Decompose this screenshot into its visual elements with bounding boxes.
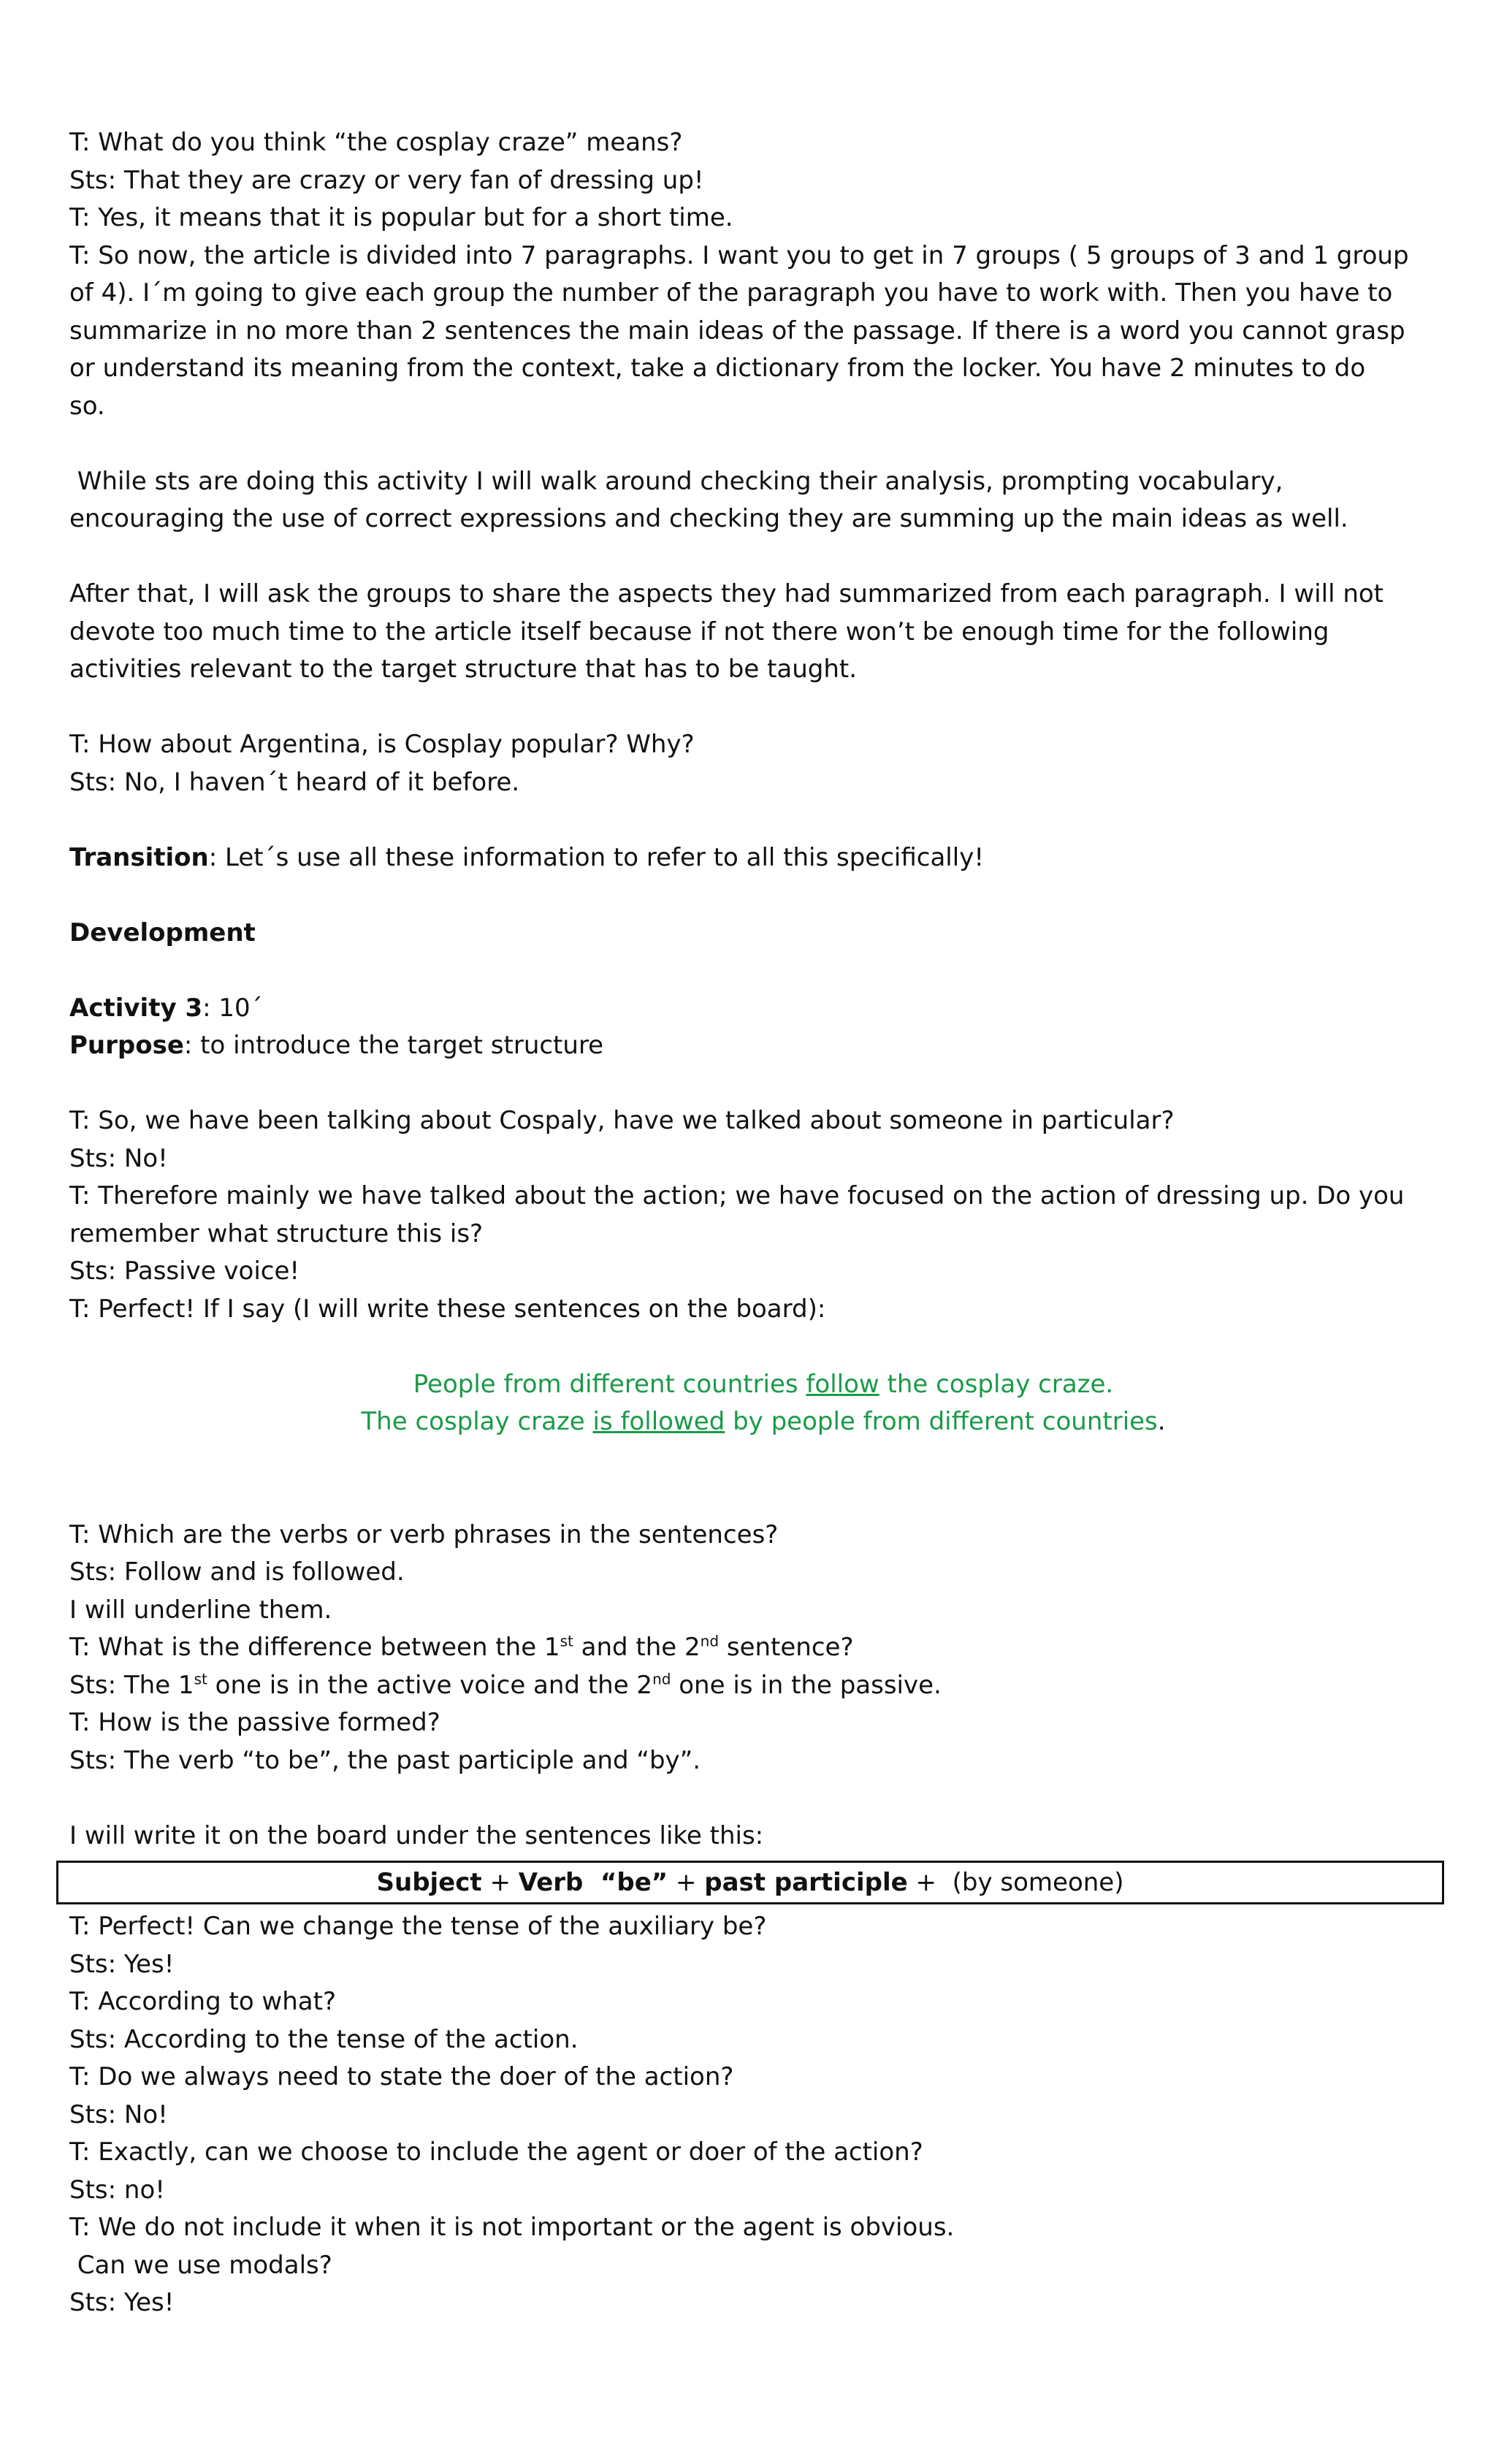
walk-around-paragraph: [69, 463, 1457, 538]
text-line: Sts: That they are crazy or very fan of dressing up!: [69, 165, 704, 195]
text-line: Sts: The verb “to be”, the past participle and “by”.: [69, 1745, 701, 1775]
activity-label: Activity 3: [69, 993, 203, 1023]
text-line: T: How is the passive formed?: [69, 1708, 440, 1737]
text-line: of 4). I´m going to give each group the number of the paragraph you have to work with. Then you have to: [69, 278, 1393, 308]
text-line: I will underline them.: [69, 1595, 332, 1625]
passive-sentence: The cosplay craze is followed by people from different countries.: [361, 1407, 1166, 1436]
text-line: While sts are doing this activity I will walk around checking their analysis, prompting vocabulary,: [69, 466, 1283, 496]
text-line: Sts: No, I haven´t heard of it before.: [69, 767, 520, 797]
formula-agent: (by someone): [952, 1868, 1124, 1897]
text-line: T: We do not include it when it is not important or the agent is obvious.: [69, 2213, 955, 2242]
text-line: or understand its meaning from the context, take a dictionary from the locker. You have 2 minutes to do: [69, 354, 1366, 383]
text-line: I will write it on the board under the sentences like this:: [69, 1820, 764, 1850]
activity-line: [69, 990, 1457, 1028]
passive-formula-box: Subject + Verb “be” + past participle + (by someone): [56, 1861, 1444, 1904]
text-line: Sts: According to the tense of the action.: [69, 2024, 579, 2054]
transition-label: Transition: [69, 842, 209, 872]
text-line: After that, I will ask the groups to share the aspects they had summarized from each paragraph. I will not: [69, 579, 1384, 609]
text-line: so.: [69, 391, 105, 421]
text-line: T: Which are the verbs or verb phrases in the sentences?: [69, 1519, 779, 1549]
text-line: T: Therefore mainly we have talked about the action; we have focused on the action of dressing up. Do you: [69, 1181, 1405, 1210]
text-line: T: Perfect! Can we change the tense of the auxiliary be?: [69, 1912, 767, 1941]
text-line: Sts: Passive voice!: [69, 1256, 300, 1286]
dialog-two: [69, 1517, 1457, 1780]
text-line: Sts: Yes!: [69, 1949, 175, 1979]
text-line: T: What do you think “the cosplay craze” means?: [69, 128, 683, 157]
formula-verb: Verb “be”: [518, 1868, 668, 1897]
text-line: encouraging the use of correct expressions and checking they are summing up the main ideas as well.: [69, 504, 1348, 533]
purpose-text: : to introduce the target structure: [183, 1031, 604, 1060]
intro-paragraph: [69, 124, 1457, 425]
text-line: T: Do we always need to state the doer of the action?: [69, 2062, 734, 2091]
text-line: T: What is the difference between the 1st and the 2nd sentence?: [69, 1632, 854, 1662]
transition-line: [69, 839, 1457, 877]
text-line: T: Yes, it means that it is popular but for a short time.: [69, 203, 733, 232]
text-line: Sts: The 1st one is in the active voice and the 2nd one is in the passive.: [69, 1670, 942, 1700]
text-line: T: So now, the article is divided into 7 paragraphs. I want you to get in 7 groups ( 5 groups of 3 and 1 group: [69, 240, 1409, 270]
purpose-label: Purpose: [69, 1031, 184, 1060]
formula-participle: past participle: [704, 1868, 908, 1897]
argentina-dialog: [69, 726, 1457, 801]
activity-time: : 10´: [202, 993, 263, 1023]
document-page: [69, 124, 1457, 2322]
formula-subject: Subject: [376, 1868, 482, 1897]
text-line: remember what structure this is?: [69, 1218, 484, 1248]
after-paragraph: [69, 576, 1457, 689]
board-sentences: [69, 1366, 1457, 1441]
transition-text: : Let´s use all these information to refer to all this specifically!: [208, 842, 984, 872]
text-line: T: Perfect! If I say (I will write these sentences on the board):: [69, 1294, 826, 1324]
dialog-three: [69, 1908, 1457, 2322]
text-line: T: Exactly, can we choose to include the agent or doer of the action?: [69, 2137, 923, 2167]
text-line: devote too much time to the article itself because if not there won’t be enough time for the following: [69, 617, 1329, 646]
text-line: Sts: Follow and is followed.: [69, 1557, 405, 1587]
text-line: Sts: No!: [69, 2099, 168, 2129]
text-line: Sts: Yes!: [69, 2288, 175, 2317]
underlined-verb-phrase: is followed: [592, 1407, 725, 1436]
section-heading: Development: [69, 918, 256, 947]
text-line: Sts: no!: [69, 2175, 165, 2205]
text-line: T: How about Argentina, is Cosplay popular? Why?: [69, 730, 695, 759]
text-line: activities relevant to the target structure that has to be taught.: [69, 655, 858, 684]
underlined-verb: follow: [806, 1369, 879, 1399]
purpose-line: [69, 1027, 1457, 1065]
text-line: Can we use modals?: [69, 2250, 332, 2280]
text-line: T: So, we have been talking about Cospaly, have we talked about someone in particular?: [69, 1106, 1175, 1135]
text-line: Sts: No!: [69, 1143, 168, 1173]
text-line: summarize in no more than 2 sentences the main ideas of the passage. If there is a word you cannot grasp: [69, 316, 1405, 346]
dialog-one: [69, 1102, 1457, 1328]
text-line: T: According to what?: [69, 1987, 337, 2016]
active-sentence: People from different countries follow the cosplay craze.: [413, 1369, 1114, 1399]
